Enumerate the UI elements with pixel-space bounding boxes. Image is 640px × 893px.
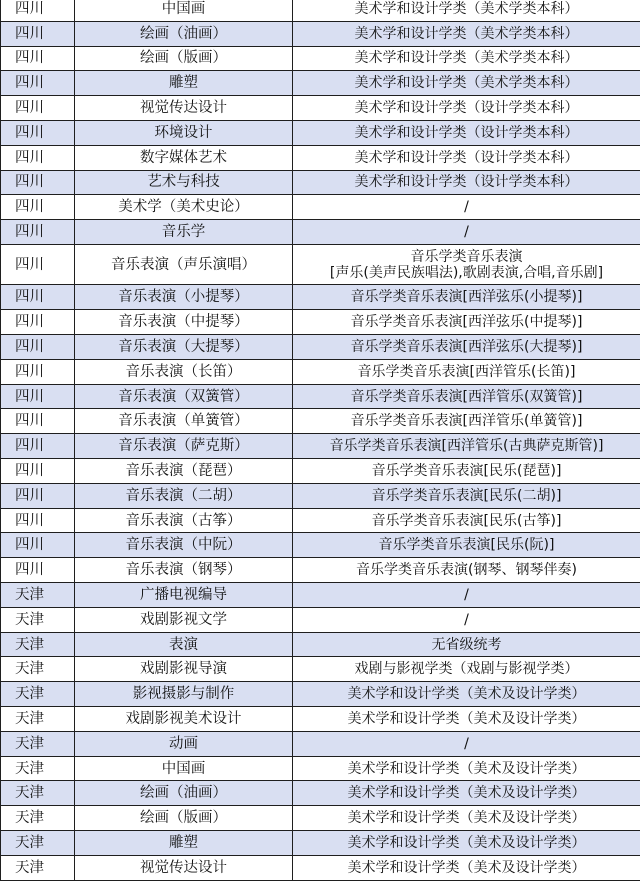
table-row [1, 145, 640, 170]
exam-category-cell [293, 731, 640, 756]
exam-category-line: 美术学和设计学类（美术学类本科） [354, 25, 579, 42]
exam-category-cell [293, 682, 640, 707]
major-cell: 音乐表演（小提琴） [75, 285, 293, 310]
major-cell: 音乐表演（长笛） [75, 359, 293, 384]
major-cell: 绘画（版画） [75, 46, 293, 71]
province-cell: 天津 [1, 632, 75, 657]
exam-category-line: 戏剧与影视学类（戏剧与影视学类） [354, 661, 579, 678]
exam-category-line: 美术学和设计学类（美术及设计学类） [347, 710, 586, 727]
province-cell: 四川 [1, 96, 75, 121]
table-row [1, 0, 640, 21]
exam-category-line: 音乐学类音乐表演[西洋管乐(双簧管)] [350, 388, 583, 405]
exam-category-line: 美术学和设计学类（美术学类本科） [354, 0, 579, 17]
table-row [1, 434, 640, 459]
province-cell: 四川 [1, 46, 75, 71]
province-cell: 天津 [1, 607, 75, 632]
exam-category-line: 音乐学类音乐表演[民乐(阮)] [378, 537, 555, 554]
major-cell: 音乐表演（单簧管） [75, 409, 293, 434]
table-row [1, 632, 640, 657]
province-cell: 四川 [1, 434, 75, 459]
exam-category-cell [293, 459, 640, 484]
major-cell: 音乐表演（声乐演唱） [75, 244, 293, 285]
province-cell: 天津 [1, 583, 75, 608]
major-cell: 环境设计 [75, 120, 293, 145]
table-row [1, 508, 640, 533]
major-cell: 雕塑 [75, 831, 293, 856]
exam-category-cell [293, 831, 640, 856]
table-row [1, 607, 640, 632]
province-cell: 四川 [1, 120, 75, 145]
major-cell: 表演 [75, 632, 293, 657]
major-cell: 绘画（版画） [75, 806, 293, 831]
exam-category-line: / [464, 199, 469, 216]
exam-category-line: 美术学和设计学类（美术及设计学类） [347, 859, 586, 876]
table-row [1, 731, 640, 756]
table-row [1, 583, 640, 608]
exam-category-line: 美术学和设计学类（美术及设计学类） [347, 834, 586, 851]
province-cell: 四川 [1, 145, 75, 170]
table-row [1, 682, 640, 707]
province-cell: 四川 [1, 195, 75, 220]
table-row [1, 170, 640, 195]
exam-category-line: 音乐学类音乐表演[西洋弦乐(大提琴)] [350, 338, 583, 355]
table-row [1, 384, 640, 409]
province-cell: 四川 [1, 310, 75, 335]
province-cell: 四川 [1, 170, 75, 195]
major-cell: 音乐表演（琵琶） [75, 459, 293, 484]
major-cell: 中国画 [75, 756, 293, 781]
table-row [1, 558, 640, 583]
table-row [1, 533, 640, 558]
province-cell: 天津 [1, 657, 75, 682]
table-row [1, 459, 640, 484]
exam-category-line: 音乐学类音乐表演[西洋管乐(长笛)] [357, 363, 576, 380]
table-row [1, 195, 640, 220]
table-row [1, 483, 640, 508]
major-cell: 音乐表演（中提琴） [75, 310, 293, 335]
exam-category-cell [293, 434, 640, 459]
exam-category-cell [293, 170, 640, 195]
major-cell: 视觉传达设计 [75, 855, 293, 880]
province-cell: 四川 [1, 71, 75, 96]
exam-category-cell [293, 71, 640, 96]
exam-category-cell [293, 220, 640, 245]
table-row [1, 359, 640, 384]
exam-category-cell [293, 120, 640, 145]
province-cell: 天津 [1, 855, 75, 880]
major-cell: 音乐表演（萨克斯） [75, 434, 293, 459]
table-row [1, 21, 640, 46]
province-cell: 四川 [1, 533, 75, 558]
exam-category-cell [293, 285, 640, 310]
exam-category-cell [293, 756, 640, 781]
exam-category-line: 美术学和设计学类（美术学类本科） [354, 50, 579, 67]
exam-category-line: / [464, 224, 469, 241]
exam-category-line: / [464, 611, 469, 628]
province-cell: 四川 [1, 335, 75, 360]
table-row [1, 756, 640, 781]
exam-category-cell [293, 806, 640, 831]
exam-category-cell [293, 707, 640, 732]
exam-category-line: 音乐学类音乐表演 [410, 248, 523, 265]
province-cell: 四川 [1, 384, 75, 409]
major-cell: 中国画 [75, 0, 293, 21]
table-row [1, 335, 640, 360]
province-cell: 四川 [1, 409, 75, 434]
major-cell: 广播电视编导 [75, 583, 293, 608]
province-cell: 天津 [1, 731, 75, 756]
major-cell: 音乐表演（双簧管） [75, 384, 293, 409]
exam-category-cell [293, 21, 640, 46]
table-row [1, 409, 640, 434]
exam-category-line: 音乐学类音乐表演[西洋弦乐(中提琴)] [350, 314, 583, 331]
exam-category-cell [293, 558, 640, 583]
province-cell: 天津 [1, 806, 75, 831]
province-cell: 天津 [1, 707, 75, 732]
table-row [1, 285, 640, 310]
major-cell: 音乐表演（古筝） [75, 508, 293, 533]
table-row [1, 657, 640, 682]
province-cell: 天津 [1, 781, 75, 806]
exam-category-cell [293, 483, 640, 508]
province-cell: 四川 [1, 508, 75, 533]
table-row [1, 71, 640, 96]
table-row [1, 855, 640, 880]
table-body [1, 0, 640, 880]
table-row [1, 120, 640, 145]
major-cell: 绘画（油画） [75, 21, 293, 46]
table-row [1, 244, 640, 285]
exam-category-line: 美术学和设计学类（设计学类本科） [354, 149, 579, 166]
major-cell: 音乐表演（二胡） [75, 483, 293, 508]
exam-category-cell [293, 409, 640, 434]
exam-category-cell [293, 310, 640, 335]
exam-category-line: 音乐学类音乐表演(钢琴、钢琴伴奏) [356, 562, 577, 579]
exam-category-line: [声乐(美声民族唱法),歌剧表演,合唱,音乐剧] [329, 264, 604, 281]
exam-category-line: 美术学和设计学类（设计学类本科） [354, 124, 579, 141]
exam-category-line: 美术学和设计学类（美术学类本科） [354, 75, 579, 92]
exam-category-line: 音乐学类音乐表演[西洋管乐(古典萨克斯管)] [329, 438, 604, 455]
exam-category-cell [293, 607, 640, 632]
province-cell: 天津 [1, 756, 75, 781]
exam-category-cell [293, 855, 640, 880]
major-cell: 绘画（油画） [75, 781, 293, 806]
table-row [1, 310, 640, 335]
exam-category-cell [293, 657, 640, 682]
exam-category-line: 音乐学类音乐表演[民乐(琵琶)] [371, 462, 562, 479]
major-cell: 影视摄影与制作 [75, 682, 293, 707]
exam-category-cell [293, 533, 640, 558]
major-cell: 音乐表演（大提琴） [75, 335, 293, 360]
province-cell: 四川 [1, 483, 75, 508]
table-row [1, 806, 640, 831]
major-cell: 雕塑 [75, 71, 293, 96]
exam-category-cell [293, 145, 640, 170]
major-cell: 戏剧影视美术设计 [75, 707, 293, 732]
exam-category-line: 音乐学类音乐表演[民乐(二胡)] [371, 487, 562, 504]
province-cell: 四川 [1, 558, 75, 583]
exam-category-line: 美术学和设计学类（美术及设计学类） [347, 810, 586, 827]
major-cell: 美术学（美术史论） [75, 195, 293, 220]
major-cell: 动画 [75, 731, 293, 756]
major-cell: 音乐学 [75, 220, 293, 245]
exam-category-cell [293, 96, 640, 121]
province-cell: 天津 [1, 682, 75, 707]
major-cell: 艺术与科技 [75, 170, 293, 195]
exam-category-line: 美术学和设计学类（美术及设计学类） [347, 785, 586, 802]
exam-category-cell [293, 632, 640, 657]
exam-category-cell [293, 359, 640, 384]
exam-category-cell [293, 46, 640, 71]
major-cell: 戏剧影视导演 [75, 657, 293, 682]
exam-category-cell [293, 0, 640, 21]
exam-category-line: 美术学和设计学类（设计学类本科） [354, 100, 579, 117]
exam-category-line: 音乐学类音乐表演[民乐(古筝)] [371, 512, 562, 529]
province-cell: 四川 [1, 0, 75, 21]
exam-category-line: / [464, 735, 469, 752]
exam-category-cell [293, 335, 640, 360]
table-row [1, 781, 640, 806]
province-cell: 天津 [1, 831, 75, 856]
exam-category-line: 美术学和设计学类（美术及设计学类） [347, 760, 586, 777]
exam-category-line: 美术学和设计学类（美术及设计学类） [347, 686, 586, 703]
exam-category-line: 音乐学类音乐表演[西洋管乐(单簧管)] [350, 413, 583, 430]
table-row [1, 831, 640, 856]
exam-category-cell [293, 508, 640, 533]
major-cell: 音乐表演（钢琴） [75, 558, 293, 583]
province-cell: 四川 [1, 359, 75, 384]
table-row [1, 220, 640, 245]
province-cell: 四川 [1, 244, 75, 285]
major-cell: 音乐表演（中阮） [75, 533, 293, 558]
exam-category-line: 美术学和设计学类（设计学类本科） [354, 174, 579, 191]
major-cell: 戏剧影视文学 [75, 607, 293, 632]
province-cell: 四川 [1, 285, 75, 310]
table-row [1, 96, 640, 121]
table-row [1, 707, 640, 732]
major-cell: 视觉传达设计 [75, 96, 293, 121]
exam-category-cell [293, 781, 640, 806]
exam-category-cell [293, 384, 640, 409]
province-cell: 四川 [1, 459, 75, 484]
province-cell: 四川 [1, 220, 75, 245]
exam-category-cell [293, 583, 640, 608]
major-cell: 数字媒体艺术 [75, 145, 293, 170]
exam-category-line: 音乐学类音乐表演[西洋弦乐(小提琴)] [350, 289, 583, 306]
exam-category-line: / [464, 586, 469, 603]
province-cell: 四川 [1, 21, 75, 46]
table-row [1, 46, 640, 71]
exam-category-cell [293, 195, 640, 220]
exam-category-cell [293, 244, 640, 285]
exam-category-line: 无省级统考 [431, 636, 502, 653]
